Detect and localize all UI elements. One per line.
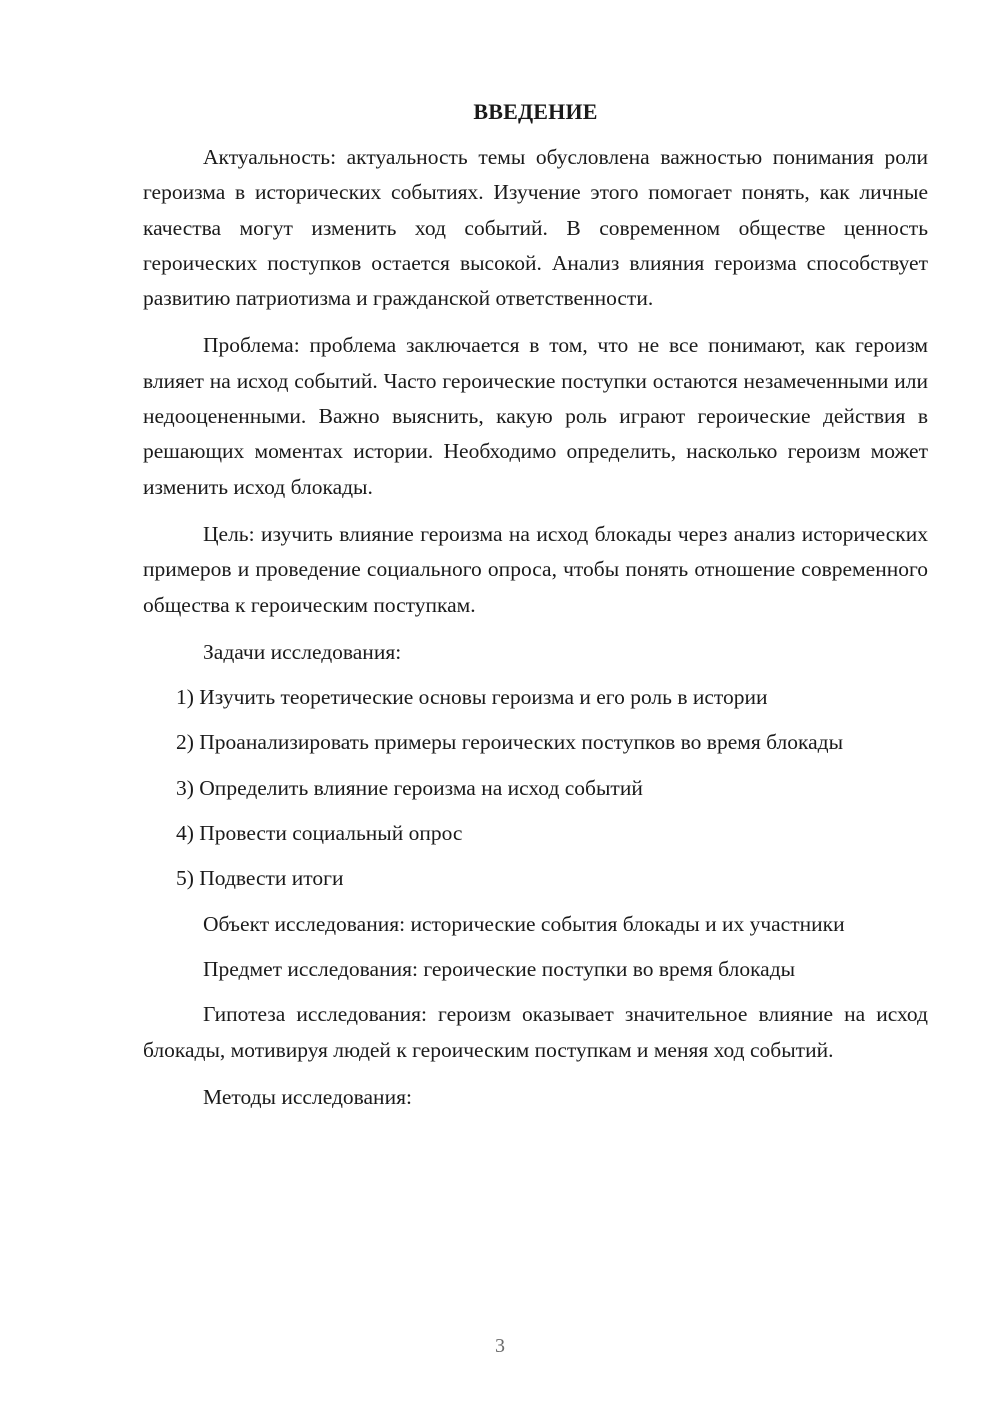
problem-paragraph: Проблема: проблема заключается в том, что не все понимают, как героизм влияет на исход событий. Часто героические поступки остаются незамеченными или недооцененными. Важно выяснить, какую роль играют героические действия в решающих моментах истории. Необходимо определить, насколько героизм может изменить исход блокады. [143,333,928,499]
task-item-5: 5) Подвести итоги [176,866,344,891]
page-number: 3 [495,1335,505,1357]
object-paragraph: Объект исследования: исторические события блокады и их участники [203,911,845,936]
goal-paragraph: Цель: изучить влияние героизма на исход блокады через анализ исторических примеров и проведение социального опроса, чтобы понять отношение современного общества к героическим поступкам. [143,521,928,617]
section-title: ВВЕДЕНИЕ [473,99,598,124]
task-item-1: 1) Изучить теоретические основы героизма и его роль в истории [176,685,768,710]
tasks-heading: Задачи исследования: [203,639,402,664]
document-body [143,94,928,1125]
methods-heading: Методы исследования: [203,1084,412,1109]
task-item-3: 3) Определить влияние героизма на исход событий [176,775,643,800]
task-item-2: 2) Проанализировать примеры героических поступков во время блокады [176,730,844,755]
subject-paragraph: Предмет исследования: героические поступки во время блокады [203,956,796,981]
relevance-paragraph: Актуальность: актуальность темы обусловлена важностью понимания роли героизма в исторических событиях. Изучение этого помогает понять, как личные качества могут изменить ход событий. В современном обществе ценность героических поступков остается высокой. Анализ влияния героизма способствует развитию патриотизма и гражданской ответственности. [143,145,928,311]
hypothesis-paragraph: Гипотеза исследования: героизм оказывает значительное влияние на исход блокады, мотивируя людей к героическим поступкам и меняя ход событий. [143,1002,928,1062]
task-item-4: 4) Провести социальный опрос [176,821,463,846]
